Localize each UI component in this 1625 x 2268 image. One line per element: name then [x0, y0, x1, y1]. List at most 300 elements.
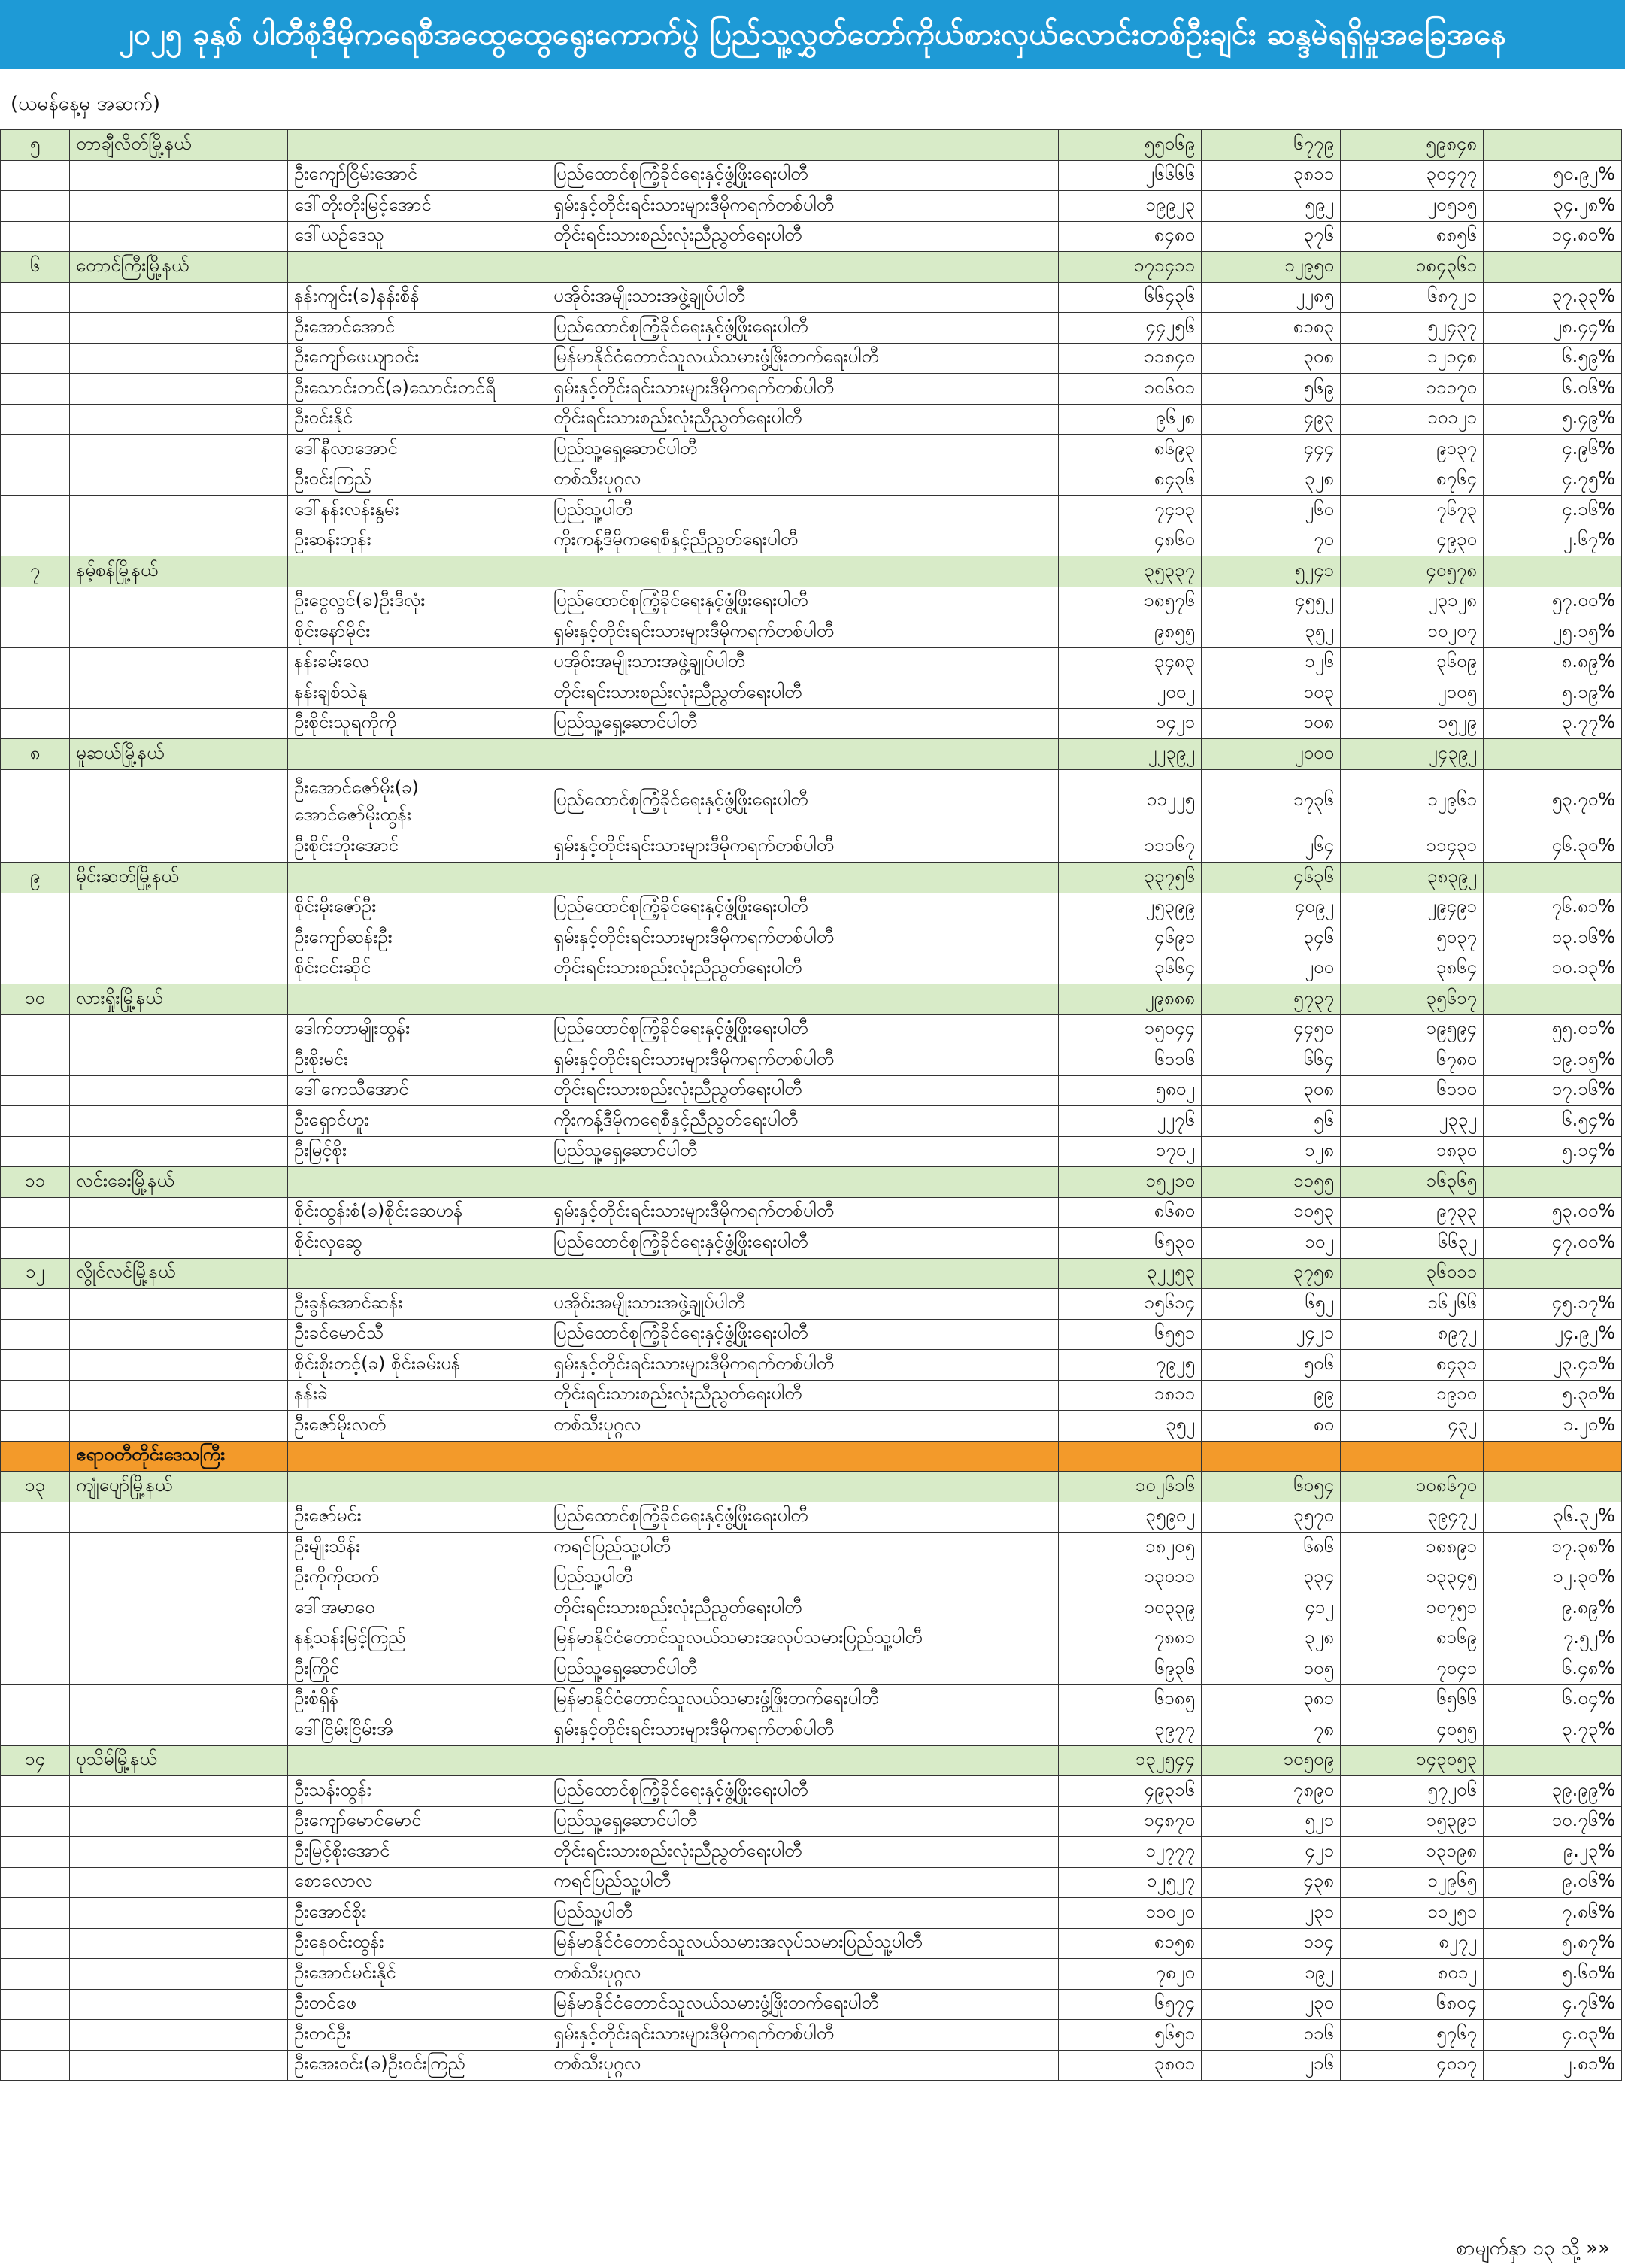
votes-cell-b: ၁၂၉၅၀ — [1202, 252, 1341, 283]
party-name-cell: တိုင်းရင်းသားစည်းလုံးညီညွတ်ရေးပါတီ — [547, 404, 1059, 435]
party-name-cell — [547, 1745, 1059, 1776]
votes-cell-a: ၇၈၂၀ — [1059, 1959, 1202, 1990]
votes-total-cell: ၁၀၁၂၁ — [1341, 404, 1484, 435]
party-name-cell — [547, 1472, 1059, 1502]
row-index-cell — [1, 1533, 70, 1563]
party-name-cell: တိုင်းရင်းသားစည်းလုံးညီညွတ်ရေးပါတီ — [547, 1075, 1059, 1106]
township-name-cell — [70, 893, 288, 923]
row-index-cell — [1, 587, 70, 617]
party-name-cell: ပြည်သူ့ပါတီ — [547, 1563, 1059, 1593]
votes-cell-a: ၆၅၇၄ — [1059, 1989, 1202, 2020]
votes-cell-b: ၃၂၈ — [1202, 465, 1341, 496]
row-index-cell — [1, 496, 70, 526]
votes-total-cell: ၃၉၄၇၂ — [1341, 1502, 1484, 1533]
votes-cell-a: ၄၉၃၁၆ — [1059, 1776, 1202, 1807]
candidate-row — [1, 1014, 1622, 1045]
township-name-cell — [70, 526, 288, 556]
vote-percent-cell: ၆.၅၄% — [1484, 1106, 1622, 1137]
vote-percent-cell: ၈.၈၉% — [1484, 647, 1622, 678]
votes-cell-b: ၄၆၃၆ — [1202, 863, 1341, 893]
votes-total-cell: ၂၃၁၂၈ — [1341, 587, 1484, 617]
votes-cell-b: ၅၀၆ — [1202, 1350, 1341, 1381]
votes-cell-a: ၃၅၂ — [1059, 1411, 1202, 1442]
candidate-row — [1, 343, 1622, 374]
votes-total-cell: ၁၁၄၃၁ — [1341, 832, 1484, 863]
candidate-row — [1, 2020, 1622, 2051]
votes-cell-b: ၃၅၂ — [1202, 617, 1341, 648]
votes-cell-a: ၃၉၇၇ — [1059, 1715, 1202, 1746]
row-index-cell — [1, 313, 70, 344]
vote-percent-cell: ၄၅.၁၇% — [1484, 1289, 1622, 1320]
votes-total-cell: ၃၈၃၉၂ — [1341, 863, 1484, 893]
votes-total-cell: ၉၁၃၇ — [1341, 435, 1484, 465]
township-name-cell: တာချီလိတ်မြို့နယ် — [70, 130, 288, 161]
vote-percent-cell: ၅၅.၀၁% — [1484, 1014, 1622, 1045]
row-index-cell — [1, 1441, 70, 1472]
township-name-cell — [70, 1989, 288, 2020]
candidate-name-cell: ဦးဝင်းနိုင် — [288, 404, 547, 435]
township-name-cell — [70, 1289, 288, 1320]
candidate-row — [1, 1289, 1622, 1320]
township-name-cell — [70, 435, 288, 465]
vote-percent-cell: ၂.၆၇% — [1484, 526, 1622, 556]
votes-cell-b: ၃၈၁၁ — [1202, 160, 1341, 191]
row-index-cell — [1, 282, 70, 313]
votes-total-cell: ၈၂၇၂ — [1341, 1928, 1484, 1959]
vote-percent-cell: ၁၉.၁၅% — [1484, 1045, 1622, 1076]
row-index-cell — [1, 617, 70, 648]
candidate-name-cell — [288, 252, 547, 283]
vote-percent-cell: ၂၅.၁၅% — [1484, 617, 1622, 648]
candidate-row — [1, 526, 1622, 556]
party-name-cell: ပြည်ထောင်စုကြံ့ခိုင်ရေးနှင့်ဖွံ့ဖြိုးရေးပါတီ — [547, 893, 1059, 923]
candidate-name-cell: ဦးမြင့်စိုး — [288, 1136, 547, 1167]
party-name-cell: ရှမ်းနှင့်တိုင်းရင်းသားများဒီမိုကရက်တစ်ပါတီ — [547, 923, 1059, 954]
party-name-cell — [547, 863, 1059, 893]
vote-percent-cell: ၄.၇၆% — [1484, 1989, 1622, 2020]
row-index-cell — [1, 893, 70, 923]
row-index-cell — [1, 1350, 70, 1381]
votes-cell-b: ၆၆၄ — [1202, 1045, 1341, 1076]
votes-cell-b: ၃၇၅၈ — [1202, 1258, 1341, 1289]
candidate-name-cell: ဦးဆန်းဘုန်း — [288, 526, 547, 556]
votes-cell-a: ၈၆၉၃ — [1059, 435, 1202, 465]
vote-percent-cell — [1484, 252, 1622, 283]
party-name-cell — [547, 252, 1059, 283]
township-name-cell — [70, 1593, 288, 1624]
votes-cell-a: ၁၀၂၆၁၆ — [1059, 1472, 1202, 1502]
votes-cell-b: ၅၉၂ — [1202, 191, 1341, 222]
township-name-cell — [70, 282, 288, 313]
candidate-name-cell: ဒေါ်နန်းလန်းနွမ်း — [288, 496, 547, 526]
votes-cell-a: ၁၇၁၄၁၁ — [1059, 252, 1202, 283]
votes-cell-a: ၈၄၈၀ — [1059, 221, 1202, 252]
candidate-name-cell: ဦးအောင်ဇော်မိုး(ခ) အောင်ဇော်မိုးထွန်း — [288, 769, 547, 832]
votes-cell-b: ၁၇၃၆ — [1202, 769, 1341, 832]
township-name-cell — [70, 769, 288, 832]
vote-percent-cell: ၉.၀၆% — [1484, 1867, 1622, 1898]
votes-cell-b: ၅၆ — [1202, 1106, 1341, 1137]
candidate-row — [1, 1045, 1622, 1076]
party-name-cell: ပြည်ထောင်စုကြံ့ခိုင်ရေးနှင့်ဖွံ့ဖြိုးရေးပါတီ — [547, 587, 1059, 617]
votes-cell-b: ၄၁၂ — [1202, 1593, 1341, 1624]
township-name-cell — [70, 708, 288, 739]
votes-cell-b: ၄၅၅၂ — [1202, 587, 1341, 617]
votes-cell-b: ၂၃၁ — [1202, 1898, 1341, 1929]
candidate-name-cell: ဦးခင်မောင်သီ — [288, 1319, 547, 1350]
vote-percent-cell: ၅.၁၄% — [1484, 1136, 1622, 1167]
candidate-name-cell — [288, 130, 547, 161]
votes-cell-a: ၈၄၃၆ — [1059, 465, 1202, 496]
township-row — [1, 1167, 1622, 1198]
votes-total-cell: ၁၅၃၉၁ — [1341, 1806, 1484, 1837]
party-name-cell — [547, 1258, 1059, 1289]
township-row — [1, 130, 1622, 161]
vote-percent-cell: ၅.၆၀% — [1484, 1959, 1622, 1990]
party-name-cell: ပြည်သူ့ပါတီ — [547, 496, 1059, 526]
votes-cell-a: ၃၃၇၅၆ — [1059, 863, 1202, 893]
votes-total-cell: ၅၉၈၄၈ — [1341, 130, 1484, 161]
row-index-cell — [1, 1928, 70, 1959]
votes-cell-a: ၄၄၂၅၆ — [1059, 313, 1202, 344]
township-row — [1, 863, 1622, 893]
candidate-name-cell: ဦးခွန်အောင်ဆန်း — [288, 1289, 547, 1320]
row-index-cell — [1, 1806, 70, 1837]
votes-cell-b: ၁၀၃ — [1202, 678, 1341, 709]
votes-total-cell: ၁၀၇၅၁ — [1341, 1593, 1484, 1624]
vote-percent-cell: ၃၄.၂၈% — [1484, 191, 1622, 222]
votes-total-cell — [1341, 1441, 1484, 1472]
votes-cell-a: ၂၀၀၂ — [1059, 678, 1202, 709]
candidate-row — [1, 1380, 1622, 1411]
candidate-name-cell: ဒေါ်ယဉ်ဒေသူ — [288, 221, 547, 252]
votes-cell-b: ၂၀၀၀ — [1202, 739, 1341, 770]
township-name-cell — [70, 313, 288, 344]
votes-cell-b: ၂၄၂၁ — [1202, 1319, 1341, 1350]
votes-total-cell: ၆၈၀၄ — [1341, 1989, 1484, 2020]
township-row — [1, 739, 1622, 770]
township-name-cell — [70, 1533, 288, 1563]
township-row — [1, 252, 1622, 283]
votes-cell-a: ၁၈၅၇၆ — [1059, 587, 1202, 617]
party-name-cell: ကိုးကန့်ဒီမိုကရေစီနှင့်ညီညွတ်ရေးပါတီ — [547, 1106, 1059, 1137]
candidate-row — [1, 496, 1622, 526]
party-name-cell: ပြည်ထောင်စုကြံ့ခိုင်ရေးနှင့်ဖွံ့ဖြိုးရေးပါတီ — [547, 313, 1059, 344]
party-name-cell: ရှမ်းနှင့်တိုင်းရင်းသားများဒီမိုကရက်တစ်ပါတီ — [547, 374, 1059, 405]
party-name-cell: ပြည်ထောင်စုကြံ့ခိုင်ရေးနှင့်ဖွံ့ဖြိုးရေးပါတီ — [547, 160, 1059, 191]
township-name-cell — [70, 617, 288, 648]
row-index-cell — [1, 923, 70, 954]
candidate-row — [1, 1928, 1622, 1959]
vote-percent-cell: ၄၇.၀၀% — [1484, 1228, 1622, 1259]
vote-percent-cell: ၅၃.၀၀% — [1484, 1197, 1622, 1228]
vote-percent-cell: ၁၇.၃၈% — [1484, 1533, 1622, 1563]
candidate-row — [1, 1228, 1622, 1259]
row-index-cell — [1, 191, 70, 222]
township-name-cell — [70, 1806, 288, 1837]
continued-on-label: စာမျက်နှာ ၁၃ သို့ »» — [1456, 2237, 1610, 2260]
vote-percent-cell: ၅၀.၉၂% — [1484, 160, 1622, 191]
candidate-name-cell — [288, 1472, 547, 1502]
party-name-cell: ရှမ်းနှင့်တိုင်းရင်းသားများဒီမိုကရက်တစ်ပါတီ — [547, 1045, 1059, 1076]
candidate-row — [1, 954, 1622, 984]
row-index-cell — [1, 465, 70, 496]
votes-cell-b: ၆၅၂ — [1202, 1289, 1341, 1320]
township-name-cell — [70, 1684, 288, 1715]
vote-percent-cell: ၄၆.၃၀% — [1484, 832, 1622, 863]
candidate-name-cell: စိုင်းလှဆွေ — [288, 1228, 547, 1259]
votes-total-cell: ၁၉၅၉၄ — [1341, 1014, 1484, 1045]
candidate-name-cell: ဦးတင်ဖေ — [288, 1989, 547, 2020]
row-index-cell — [1, 678, 70, 709]
votes-cell-a: ၁၇၀၂ — [1059, 1136, 1202, 1167]
candidate-name-cell — [288, 1167, 547, 1198]
votes-total-cell: ၅၇၆၇ — [1341, 2020, 1484, 2051]
vote-percent-cell — [1484, 984, 1622, 1015]
votes-cell-a: ၁၁၀၂၀ — [1059, 1898, 1202, 1929]
vote-percent-cell: ၇.၅၂% — [1484, 1624, 1622, 1654]
votes-total-cell: ၂၉၄၉၁ — [1341, 893, 1484, 923]
votes-cell-a: ၉၆၂၈ — [1059, 404, 1202, 435]
township-name-cell — [70, 1867, 288, 1898]
row-index-cell — [1, 1654, 70, 1685]
candidate-row — [1, 678, 1622, 709]
township-name-cell — [70, 1928, 288, 1959]
vote-percent-cell: ၁၀.၁၃% — [1484, 954, 1622, 984]
candidate-name-cell — [288, 739, 547, 770]
votes-cell-a: ၇၈၈၁ — [1059, 1624, 1202, 1654]
party-name-cell: ရှမ်းနှင့်တိုင်းရင်းသားများဒီမိုကရက်တစ်ပါတီ — [547, 832, 1059, 863]
party-name-cell — [547, 1167, 1059, 1198]
party-name-cell: မြန်မာနိုင်ငံတောင်သူလယ်သမားအလုပ်သမားပြည်သူ့ပါတီ — [547, 1928, 1059, 1959]
candidate-name-cell — [288, 1745, 547, 1776]
candidate-name-cell: ဦးစိုးမင်း — [288, 1045, 547, 1076]
votes-cell-b: ၃၇၆ — [1202, 221, 1341, 252]
row-index-cell: ၁၃ — [1, 1472, 70, 1502]
township-name-cell — [70, 1959, 288, 1990]
row-index-cell — [1, 647, 70, 678]
row-index-cell — [1, 1411, 70, 1442]
votes-cell-a: ၄၆၉၁ — [1059, 923, 1202, 954]
township-row — [1, 1745, 1622, 1776]
party-name-cell: ရှမ်းနှင့်တိုင်းရင်းသားများဒီမိုကရက်တစ်ပါတီ — [547, 617, 1059, 648]
votes-cell-a — [1059, 1441, 1202, 1472]
votes-total-cell: ၃၆၀၁၁ — [1341, 1258, 1484, 1289]
votes-total-cell: ၈၁၆၉ — [1341, 1624, 1484, 1654]
vote-percent-cell: ၁၂.၃၀% — [1484, 1563, 1622, 1593]
votes-cell-b: ၇၈၉၀ — [1202, 1776, 1341, 1807]
votes-total-cell: ၂၀၅၁၅ — [1341, 191, 1484, 222]
votes-cell-b: ၇၈ — [1202, 1715, 1341, 1746]
candidate-name-cell: ဦးငွေလွင်(ခ)ဦးဒီလုံး — [288, 587, 547, 617]
row-index-cell — [1, 1197, 70, 1228]
votes-total-cell: ၆၇၈၀ — [1341, 1045, 1484, 1076]
candidate-row — [1, 160, 1622, 191]
row-index-cell — [1, 343, 70, 374]
candidate-name-cell — [288, 863, 547, 893]
candidate-row — [1, 404, 1622, 435]
vote-percent-cell: ၃၇.၃၃% — [1484, 282, 1622, 313]
votes-cell-b: ၁၀၂ — [1202, 1228, 1341, 1259]
township-name-cell — [70, 1776, 288, 1807]
votes-total-cell: ၄၉၃၀ — [1341, 526, 1484, 556]
votes-total-cell: ၂၄၃၉၂ — [1341, 739, 1484, 770]
candidate-name-cell: ဦးမျိုးသိန်း — [288, 1533, 547, 1563]
candidate-name-cell: ဒေါ်နီလာအောင် — [288, 435, 547, 465]
candidate-row — [1, 1806, 1622, 1837]
candidate-name-cell: စောလောလ — [288, 1867, 547, 1898]
candidate-row — [1, 221, 1622, 252]
votes-total-cell: ၈၇၆၄ — [1341, 465, 1484, 496]
candidate-name-cell: ဦးစံရှိန် — [288, 1684, 547, 1715]
row-index-cell — [1, 160, 70, 191]
votes-total-cell: ၃၀၄၇၇ — [1341, 160, 1484, 191]
township-name-cell: လွိုင်လင်မြို့နယ် — [70, 1258, 288, 1289]
votes-cell-a: ၃၅၃၃၇ — [1059, 556, 1202, 587]
votes-cell-a: ၆၉၃၆ — [1059, 1654, 1202, 1685]
votes-total-cell: ၄၃၂ — [1341, 1411, 1484, 1442]
votes-total-cell: ၆၈၇၂၁ — [1341, 282, 1484, 313]
votes-cell-a: ၁၈၂၀၅ — [1059, 1533, 1202, 1563]
row-index-cell — [1, 1867, 70, 1898]
votes-cell-a: ၂၂၇၆ — [1059, 1106, 1202, 1137]
vote-percent-cell: ၅.၃၀% — [1484, 1380, 1622, 1411]
township-name-cell — [70, 1228, 288, 1259]
votes-cell-b: ၁၁၄ — [1202, 1928, 1341, 1959]
candidate-name-cell: နန်းခမ်းလေ — [288, 647, 547, 678]
party-name-cell: ရှမ်းနှင့်တိုင်းရင်းသားများဒီမိုကရက်တစ်ပါတီ — [547, 2020, 1059, 2051]
votes-cell-a: ၃၄၈၃ — [1059, 647, 1202, 678]
vote-percent-cell — [1484, 1258, 1622, 1289]
row-index-cell — [1, 526, 70, 556]
vote-percent-cell: ၃.၇၇% — [1484, 708, 1622, 739]
candidate-name-cell: ဦးကိုကိုထက် — [288, 1563, 547, 1593]
candidate-row — [1, 1989, 1622, 2020]
votes-total-cell: ၂၁၀၅ — [1341, 678, 1484, 709]
vote-percent-cell: ၄.၇၅% — [1484, 465, 1622, 496]
township-name-cell — [70, 1380, 288, 1411]
candidate-row — [1, 1715, 1622, 1746]
candidate-row — [1, 374, 1622, 405]
votes-total-cell: ၁၅၂၉ — [1341, 708, 1484, 739]
party-name-cell: ပြည်သူ့ပါတီ — [547, 1898, 1059, 1929]
township-name-cell — [70, 1898, 288, 1929]
votes-cell-b: ၃၀၈ — [1202, 1075, 1341, 1106]
township-name-cell — [70, 832, 288, 863]
township-name-cell: မိုင်းဆတ်မြို့နယ် — [70, 863, 288, 893]
votes-cell-a: ၅၆၅၁ — [1059, 2020, 1202, 2051]
votes-cell-b: ၃၂၈ — [1202, 1624, 1341, 1654]
votes-total-cell: ၈၉၇၂ — [1341, 1319, 1484, 1350]
votes-cell-b: ၄၄၅၀ — [1202, 1014, 1341, 1045]
candidate-row — [1, 1350, 1622, 1381]
township-name-cell — [70, 221, 288, 252]
township-name-cell — [70, 496, 288, 526]
candidate-row — [1, 1319, 1622, 1350]
row-index-cell — [1, 1959, 70, 1990]
row-index-cell — [1, 769, 70, 832]
township-name-cell — [70, 1106, 288, 1137]
township-name-cell: တောင်ကြီးမြို့နယ် — [70, 252, 288, 283]
row-index-cell — [1, 1502, 70, 1533]
township-name-cell — [70, 1014, 288, 1045]
row-index-cell — [1, 1289, 70, 1320]
candidate-row — [1, 1563, 1622, 1593]
row-index-cell — [1, 1380, 70, 1411]
candidate-row — [1, 1502, 1622, 1533]
candidate-name-cell — [288, 556, 547, 587]
votes-cell-b: ၃၃၄ — [1202, 1563, 1341, 1593]
candidate-row — [1, 191, 1622, 222]
candidate-name-cell: ဦးအောင်အောင် — [288, 313, 547, 344]
votes-cell-b: ၆၀၅၄ — [1202, 1472, 1341, 1502]
row-index-cell — [1, 1837, 70, 1868]
township-row — [1, 984, 1622, 1015]
votes-cell-b: ၄၀၉၂ — [1202, 893, 1341, 923]
township-name-cell — [70, 1563, 288, 1593]
vote-percent-cell: ၆.၄၈% — [1484, 1654, 1622, 1685]
votes-total-cell: ၁၂၁၄၈ — [1341, 343, 1484, 374]
row-index-cell — [1, 1319, 70, 1350]
candidate-row — [1, 313, 1622, 344]
votes-cell-b: ၅၇၃၇ — [1202, 984, 1341, 1015]
candidate-name-cell: ဒေါ်တိုးတိုးမြင့်အောင် — [288, 191, 547, 222]
vote-percent-cell — [1484, 130, 1622, 161]
results-table — [0, 129, 1622, 2081]
candidate-name-cell: ဦးကျော်ဆန်းဦး — [288, 923, 547, 954]
votes-cell-a: ၆၆၄၃၆ — [1059, 282, 1202, 313]
party-name-cell: မြန်မာနိုင်ငံတောင်သူလယ်သမားအလုပ်သမားပြည်သူ့ပါတီ — [547, 1624, 1059, 1654]
vote-percent-cell — [1484, 1441, 1622, 1472]
party-name-cell: တိုင်းရင်းသားစည်းလုံးညီညွတ်ရေးပါတီ — [547, 1593, 1059, 1624]
votes-total-cell: ၁၁၁၇၀ — [1341, 374, 1484, 405]
candidate-row — [1, 923, 1622, 954]
votes-total-cell: ၁၉၁၀ — [1341, 1380, 1484, 1411]
row-index-cell — [1, 1624, 70, 1654]
vote-percent-cell: ၂.၈၁% — [1484, 2050, 1622, 2081]
party-name-cell: ပအိုဝ်းအမျိုးသားအဖွဲ့ချုပ်ပါတီ — [547, 1289, 1059, 1320]
party-name-cell: တစ်သီးပုဂ္ဂလ — [547, 2050, 1059, 2081]
row-index-cell — [1, 1228, 70, 1259]
votes-cell-b: ၆၈၆ — [1202, 1533, 1341, 1563]
results-table-body — [1, 130, 1622, 2081]
party-name-cell: တိုင်းရင်းသားစည်းလုံးညီညွတ်ရေးပါတီ — [547, 1837, 1059, 1868]
candidate-row — [1, 587, 1622, 617]
row-index-cell: ၁၄ — [1, 1745, 70, 1776]
votes-total-cell: ၇၀၄၁ — [1341, 1654, 1484, 1685]
party-name-cell — [547, 739, 1059, 770]
party-name-cell: တိုင်းရင်းသားစည်းလုံးညီညွတ်ရေးပါတီ — [547, 678, 1059, 709]
votes-total-cell: ၇၆၇၃ — [1341, 496, 1484, 526]
party-name-cell: ကိုးကန့်ဒီမိုကရေစီနှင့်ညီညွတ်ရေးပါတီ — [547, 526, 1059, 556]
row-index-cell — [1, 2020, 70, 2051]
votes-cell-b: ၃၄၆ — [1202, 923, 1341, 954]
row-index-cell — [1, 1014, 70, 1045]
vote-percent-cell — [1484, 1472, 1622, 1502]
row-index-cell: ၁၂ — [1, 1258, 70, 1289]
candidate-name-cell: ဒေါ်အမာဝေ — [288, 1593, 547, 1624]
party-name-cell: ရှမ်းနှင့်တိုင်းရင်းသားများဒီမိုကရက်တစ်ပါတီ — [547, 191, 1059, 222]
candidate-row — [1, 1075, 1622, 1106]
vote-percent-cell: ၃၉.၉၉% — [1484, 1776, 1622, 1807]
votes-cell-b: ၂၁၆ — [1202, 2050, 1341, 2081]
candidate-row — [1, 1533, 1622, 1563]
party-name-cell: ပြည်ထောင်စုကြံ့ခိုင်ရေးနှင့်ဖွံ့ဖြိုးရေးပါတီ — [547, 1502, 1059, 1533]
vote-percent-cell: ၇၆.၈၁% — [1484, 893, 1622, 923]
votes-cell-a: ၉၈၅၅ — [1059, 617, 1202, 648]
votes-total-cell: ၁၃၁၉၈ — [1341, 1837, 1484, 1868]
votes-total-cell: ၃၈၆၄ — [1341, 954, 1484, 984]
